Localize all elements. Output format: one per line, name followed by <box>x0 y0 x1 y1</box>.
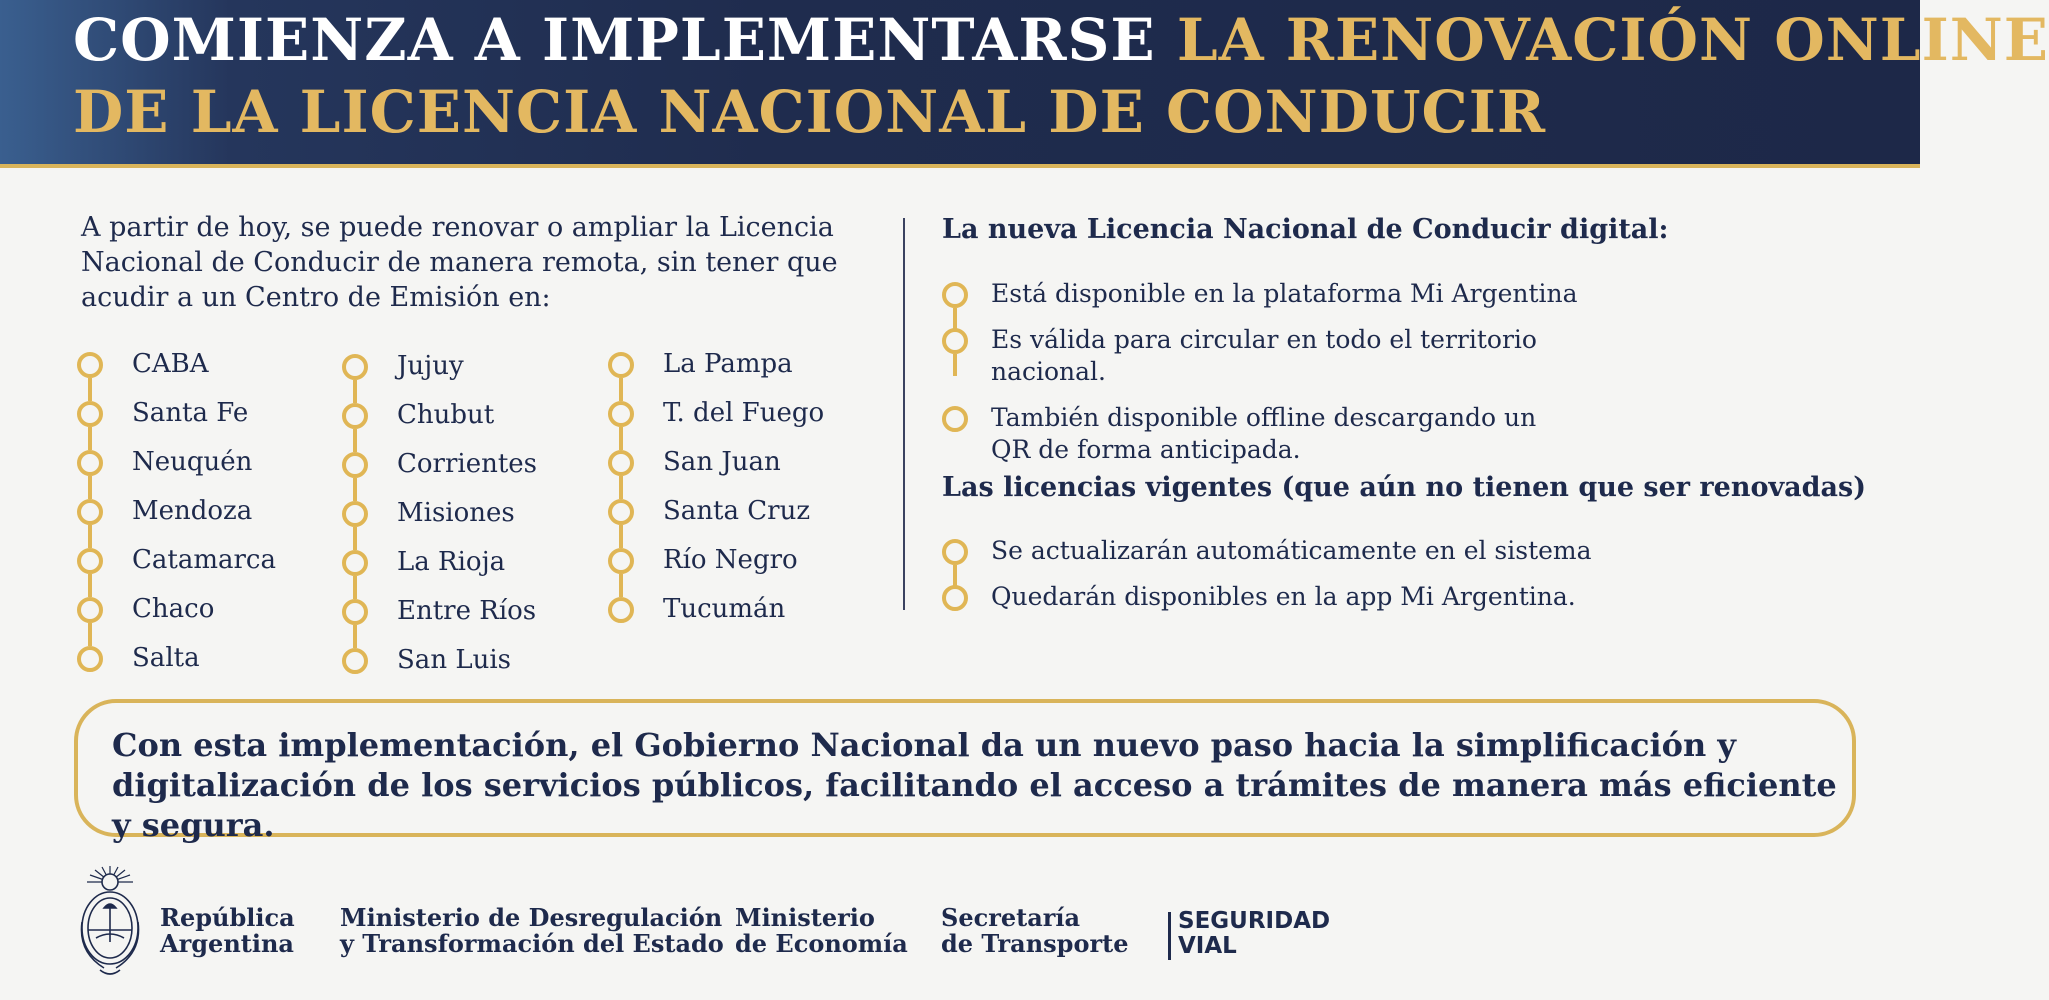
digital-item: Está disponible en la plataforma Mi Argentina <box>991 279 1578 308</box>
circle-bullet-icon <box>77 401 103 427</box>
circle-bullet-icon <box>942 539 968 565</box>
connector-line <box>953 354 957 376</box>
province-name: Río Negro <box>663 545 798 575</box>
list-item <box>342 544 537 593</box>
province-name: Santa Cruz <box>663 496 811 526</box>
province-name: Jujuy <box>397 351 464 381</box>
footer-line: de Economía <box>735 929 908 958</box>
list-item <box>342 348 537 397</box>
connector-line <box>353 527 357 550</box>
province-name: Santa Fe <box>132 398 249 428</box>
connector-line <box>619 574 623 597</box>
province-list-col3 <box>608 346 824 640</box>
list-item <box>77 591 276 640</box>
province-list-col2 <box>342 348 537 691</box>
circle-bullet-icon <box>608 401 634 427</box>
connector-line <box>88 623 92 646</box>
footer-line: Ministerio <box>735 903 875 932</box>
header-banner <box>0 0 2049 168</box>
vigentes-heading: Las licencias vigentes (que aún no tienen que ser renovadas) <box>942 472 1866 503</box>
circle-bullet-icon <box>77 597 103 623</box>
list-item <box>77 346 276 395</box>
footer-line: República <box>160 903 295 932</box>
ministerio-desregulacion-label <box>340 905 724 957</box>
list-item <box>942 581 1642 613</box>
digital-item: También disponible offline descargando un QR de forma anticipada. <box>991 403 1537 464</box>
list-item <box>608 444 824 493</box>
vigentes-item: Se actualizarán automáticamente en el sistema <box>991 536 1592 565</box>
column-divider <box>903 218 905 610</box>
footer <box>0 860 1920 1000</box>
connector-line <box>619 476 623 499</box>
digital-item: Es válida para circular en todo el territorio nacional. <box>991 325 1537 386</box>
title-line1-white: COMIENZA A IMPLEMENTARSE <box>73 6 1156 74</box>
list-item <box>608 346 824 395</box>
province-name: Mendoza <box>132 496 253 526</box>
circle-bullet-icon <box>342 550 368 576</box>
footer-line: Secretaría <box>941 903 1081 932</box>
connector-line <box>88 476 92 499</box>
province-name: Catamarca <box>132 545 276 575</box>
province-name: Corrientes <box>397 449 538 479</box>
secretaria-transporte-label <box>941 905 1128 957</box>
connector-line <box>353 625 357 648</box>
connector-line <box>953 308 957 330</box>
circle-bullet-icon <box>608 352 634 378</box>
circle-bullet-icon <box>608 597 634 623</box>
title-line2-gold: DE LA LICENCIA NACIONAL DE CONDUCIR <box>73 78 1547 146</box>
circle-bullet-icon <box>608 499 634 525</box>
province-name: La Pampa <box>663 349 793 379</box>
vigentes-list <box>942 535 1642 627</box>
footer-line: y Transformación del Estado <box>340 929 724 958</box>
connector-line <box>953 565 957 587</box>
footer-line: VIAL <box>1178 933 1237 959</box>
circle-bullet-icon <box>77 548 103 574</box>
coat-of-arms-icon <box>72 862 148 986</box>
circle-bullet-icon <box>77 646 103 672</box>
connector-line <box>619 427 623 450</box>
province-name: Chubut <box>397 400 495 430</box>
list-item <box>77 493 276 542</box>
list-item <box>342 446 537 495</box>
connector-line <box>619 525 623 548</box>
circle-bullet-icon <box>942 585 968 611</box>
list-item <box>77 444 276 493</box>
footer-line: de Transporte <box>941 929 1129 958</box>
digital-list <box>942 278 1642 480</box>
digital-heading: La nueva Licencia Nacional de Conducir digital: <box>942 214 1669 245</box>
province-name: Salta <box>132 643 200 673</box>
connector-line <box>88 427 92 450</box>
footer-line: Ministerio de Desregulación <box>340 903 723 932</box>
connector-line <box>353 478 357 501</box>
circle-bullet-icon <box>77 499 103 525</box>
circle-bullet-icon <box>342 648 368 674</box>
connector-line <box>619 378 623 401</box>
list-item <box>342 593 537 642</box>
province-name: T. del Fuego <box>663 398 825 428</box>
republica-argentina-label <box>160 905 295 957</box>
province-name: Chaco <box>132 594 215 624</box>
province-name: San Juan <box>663 447 781 477</box>
province-name: Misiones <box>397 498 515 528</box>
callout-text: Con esta implementación, el Gobierno Nacional da un nuevo paso hacia la simplificación y digitalización de los servicios públicos, facilitando el acceso a trámites de manera más eficiente y segura. <box>112 726 1837 844</box>
list-item <box>77 542 276 591</box>
list-item <box>608 542 824 591</box>
list-item <box>942 278 1642 310</box>
circle-bullet-icon <box>342 452 368 478</box>
list-item <box>342 397 537 446</box>
connector-line <box>353 429 357 452</box>
list-item <box>608 493 824 542</box>
circle-bullet-icon <box>942 406 968 432</box>
seguridad-vial-bar <box>1168 912 1171 960</box>
connector-line <box>353 380 357 403</box>
seguridad-vial-logo <box>1178 909 1330 959</box>
connector-line <box>88 574 92 597</box>
province-name: Entre Ríos <box>397 596 537 626</box>
circle-bullet-icon <box>342 501 368 527</box>
ministerio-economia-label <box>735 905 908 957</box>
title-line1-gold: LA RENOVACIÓN ONLINE <box>1176 6 2049 74</box>
province-name: San Luis <box>397 645 511 675</box>
province-name: Neuquén <box>132 447 253 477</box>
footer-line: Argentina <box>160 929 294 958</box>
circle-bullet-icon <box>342 599 368 625</box>
intro-text: A partir de hoy, se puede renovar o ampliar la Licencia Nacional de Conducir de manera remota, sin tener que acudir a un Centro de Emisión en: <box>81 212 838 313</box>
list-item <box>77 395 276 444</box>
vigentes-item: Quedarán disponibles en la app Mi Argentina. <box>991 582 1576 611</box>
list-item <box>77 640 276 689</box>
list-item <box>608 591 824 640</box>
connector-line <box>353 576 357 599</box>
province-list-col1 <box>77 346 276 689</box>
list-item <box>942 402 1571 466</box>
province-name: CABA <box>132 349 209 379</box>
province-name: La Rioja <box>397 547 506 577</box>
page-title <box>73 4 2049 148</box>
list-item <box>608 395 824 444</box>
circle-bullet-icon <box>342 403 368 429</box>
connector-line <box>88 525 92 548</box>
list-item <box>942 535 1642 567</box>
circle-bullet-icon <box>608 548 634 574</box>
province-name: Tucumán <box>663 594 786 624</box>
circle-bullet-icon <box>942 328 968 354</box>
circle-bullet-icon <box>608 450 634 476</box>
circle-bullet-icon <box>942 282 968 308</box>
list-item <box>342 642 537 691</box>
list-item <box>942 324 1642 388</box>
callout-box <box>74 699 1856 844</box>
circle-bullet-icon <box>77 352 103 378</box>
circle-bullet-icon <box>342 354 368 380</box>
circle-bullet-icon <box>77 450 103 476</box>
footer-line: SEGURIDAD <box>1178 908 1331 934</box>
connector-line <box>88 378 92 401</box>
list-item <box>342 495 537 544</box>
